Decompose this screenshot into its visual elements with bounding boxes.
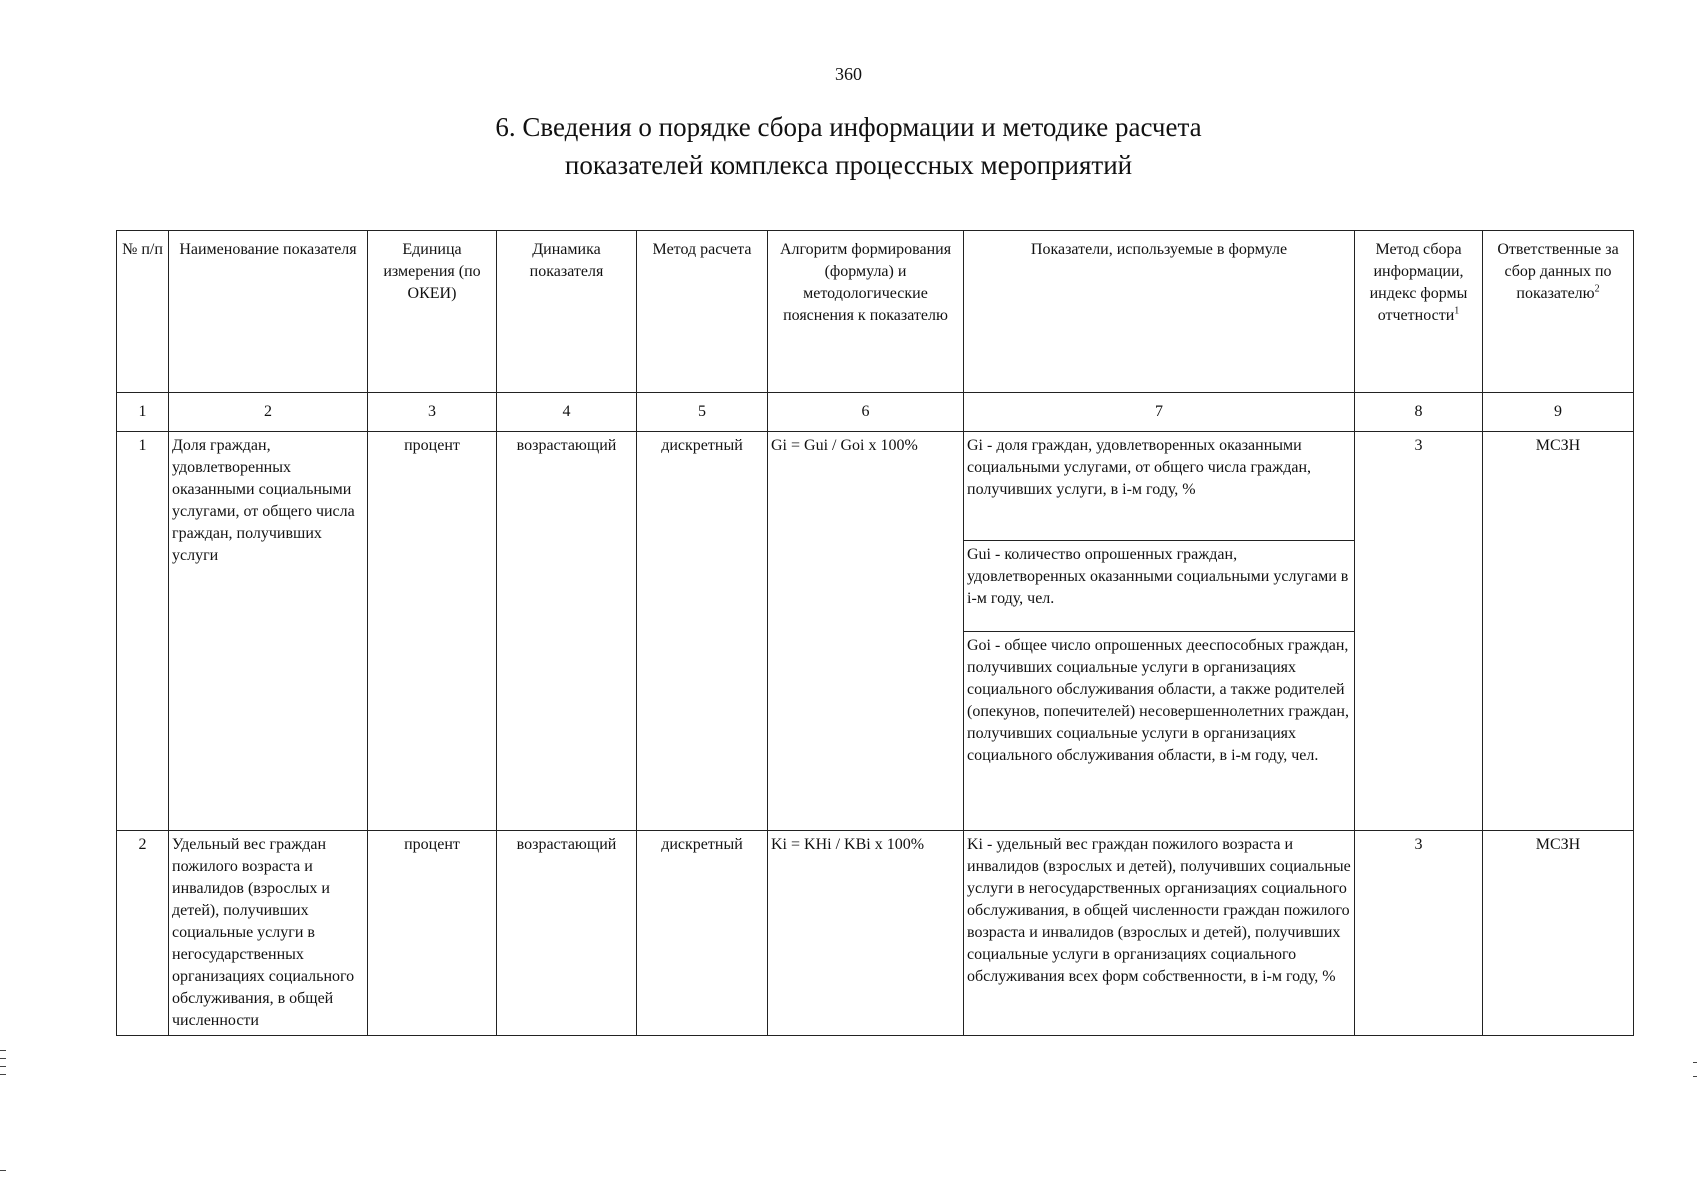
header-collection-method <box>1355 231 1483 393</box>
collection-method-cell: 3 <box>1355 432 1483 831</box>
header-algorithm: Алгоритм формирования (формула) и методологические пояснения к показателю <box>768 231 964 393</box>
column-number: 1 <box>117 393 169 432</box>
scan-edge-mark <box>0 1170 6 1171</box>
indicator-definition: Gui - количество опрошенных граждан, удовлетворенных оказанными социальными услугами в i-м году, чел. <box>964 541 1354 632</box>
header-name: Наименование показателя <box>169 231 368 393</box>
column-number: 2 <box>169 393 368 432</box>
table-row <box>117 831 1634 1036</box>
header-collection-method-text: Метод сбора информации, индекс формы отчетности <box>1369 241 1468 324</box>
column-number: 8 <box>1355 393 1483 432</box>
footnote-marker-1: 1 <box>1454 305 1460 317</box>
title-line-2: показателей комплекса процессных мероприятий <box>564 150 1133 180</box>
responsible-cell: МСЗН <box>1483 432 1634 831</box>
header-row <box>117 231 1634 393</box>
scan-edge-mark <box>0 1074 6 1075</box>
header-dynamics: Динамика показателя <box>497 231 637 393</box>
column-number: 7 <box>964 393 1355 432</box>
header-formula-indicators: Показатели, используемые в формуле <box>964 231 1355 393</box>
column-number: 3 <box>368 393 497 432</box>
scan-edge-mark <box>0 1058 6 1059</box>
unit-cell: процент <box>368 831 497 1036</box>
title-line-1: 6. Сведения о порядке сбора информации и методике расчета <box>495 112 1202 142</box>
header-responsible <box>1483 231 1634 393</box>
indicators-table <box>116 230 1634 1036</box>
row-number: 1 <box>117 432 169 831</box>
page-title <box>0 108 1697 184</box>
header-responsible-text: Ответственные за сбор данных по показателю <box>1497 241 1619 302</box>
table-row <box>117 432 1634 831</box>
scan-edge-mark <box>1693 1076 1697 1077</box>
unit-cell: процент <box>368 432 497 831</box>
indicator-definition: Ki - удельный вес граждан пожилого возраста и инвалидов (взрослых и детей), получивших социальные услуги в негосударственных организациях социального обслуживания, в общей численности граждан пожилого возраста и инвалидов (взрослых и детей), получивших социальные услуги в организациях социального обслуживания всех форм собственности, в i-м году, % <box>964 831 1355 1036</box>
formula-cell: Ki = KHi / KBi x 100% <box>768 831 964 1036</box>
formula-indicators-cell <box>964 432 1355 831</box>
indicator-definition: Goi - общее число опрошенных дееспособных граждан, получивших социальные услуги в организациях социального обслуживания области, а также родителей (опекунов, попечителей) несовершеннолетних граждан, получивших социальные услуги в организациях социального обслуживания области, в i-м году, чел. <box>967 637 1349 764</box>
column-number: 4 <box>497 393 637 432</box>
indicator-name: Доля граждан, удовлетворенных оказанными социальными услугами, от общего числа граждан, получивших услуги <box>169 432 368 831</box>
header-num: № п/п <box>117 231 169 393</box>
column-number: 5 <box>637 393 768 432</box>
dynamics-cell: возрастающий <box>497 432 637 831</box>
dynamics-cell: возрастающий <box>497 831 637 1036</box>
indicator-name: Удельный вес граждан пожилого возраста и инвалидов (взрослых и детей), получивших социальные услуги в негосударственных организациях социального обслуживания, в общей численности <box>169 831 368 1036</box>
calc-method-cell: дискретный <box>637 432 768 831</box>
header-unit: Единица измерения (по ОКЕИ) <box>368 231 497 393</box>
row-number: 2 <box>117 831 169 1036</box>
page-number: 360 <box>835 64 862 84</box>
scan-edge-mark <box>1693 1062 1697 1063</box>
scan-edge-mark <box>0 1066 6 1067</box>
indicator-definition: Gi - доля граждан, удовлетворенных оказанными социальными услугами, от общего числа граждан, получивших услуги, в i-м году, % <box>964 432 1354 541</box>
column-number: 9 <box>1483 393 1634 432</box>
scan-edge-mark <box>0 1050 6 1051</box>
column-number: 6 <box>768 393 964 432</box>
footnote-marker-2: 2 <box>1594 283 1600 295</box>
collection-method-cell: 3 <box>1355 831 1483 1036</box>
column-number-row <box>117 393 1634 432</box>
responsible-cell: МСЗН <box>1483 831 1634 1036</box>
formula-cell: Gi = Gui / Goi x 100% <box>768 432 964 831</box>
calc-method-cell: дискретный <box>637 831 768 1036</box>
header-calc-method: Метод расчета <box>637 231 768 393</box>
